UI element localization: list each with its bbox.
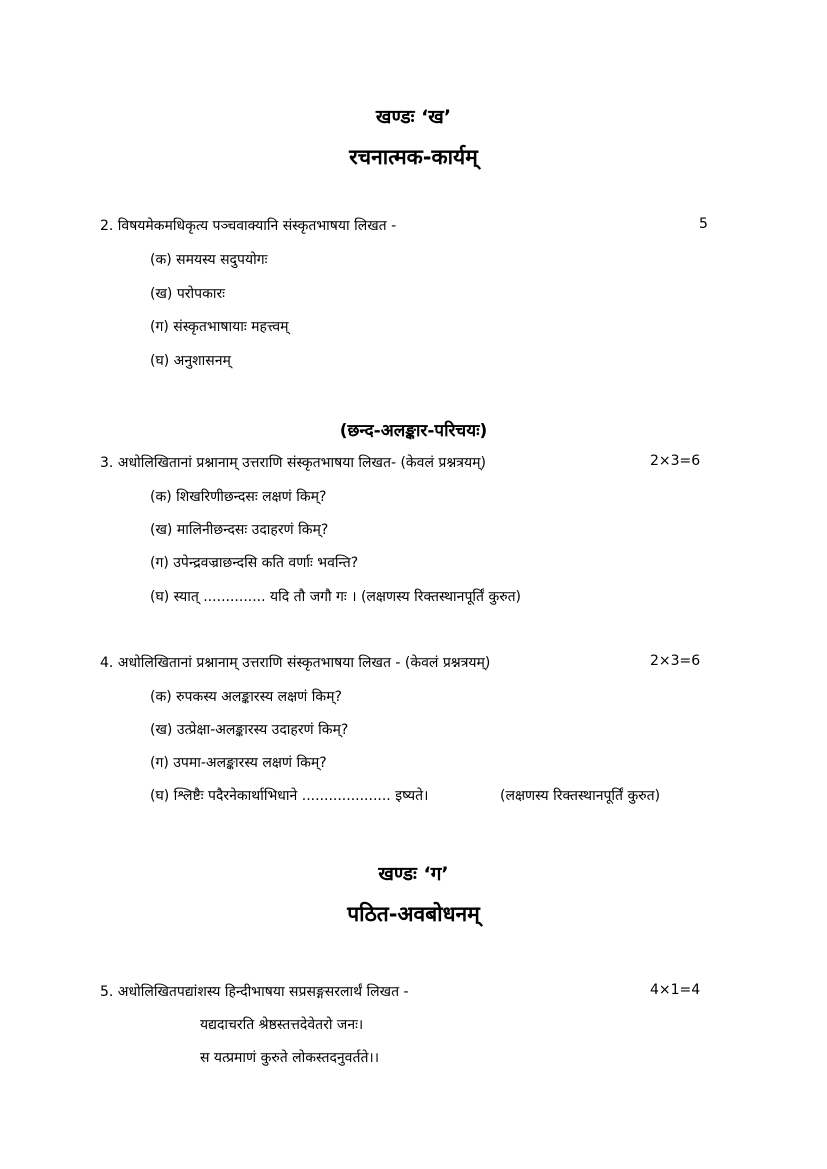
question-4-option-gha-note: (लक्षणस्य रिक्तस्थानपूर्तिं कुरुत) <box>500 788 661 804</box>
question-3-text: 3. अधोलिखितानां प्रश्नानाम् उत्तराणि संस्कृतभाषया लिखत- (केवलं प्रश्नत्रयम्) <box>100 455 486 471</box>
question-3-option-ka: (क) शिखरिणीछन्दसः लक्षणं किम्? <box>150 489 327 505</box>
question-3-option-gha: (घ) स्यात् .............. यदि तौ जगौ गः । (लक्षणस्य रिक्तस्थानपूर्तिं कुरुत) <box>150 589 522 605</box>
question-4-marks: 2×3=6 <box>650 653 701 669</box>
question-2-marks: 5 <box>699 216 708 232</box>
question-2-option-kha: (ख) परोपकारः <box>150 286 226 302</box>
question-5-marks: 4×1=4 <box>650 982 701 998</box>
question-4-option-ga: (ग) उपमा-अलङ्कारस्य लक्षणं किम्? <box>150 755 327 771</box>
question-4-option-ka: (क) रुपकस्य अलङ्कारस्य लक्षणं किम्? <box>150 689 342 705</box>
question-4-text: 4. अधोलिखितानां प्रश्नानाम् उत्तराणि संस्कृतभाषया लिखत - (केवलं प्रश्नत्रयम्) <box>100 655 491 671</box>
question-4-option-kha: (ख) उत्प्रेक्षा-अलङ्कारस्य उदाहरणं किम्? <box>150 722 349 738</box>
question-4-option-gha: (घ) श्लिष्टैः पदैरनेकार्थाभिधाने .................... इष्यते। <box>150 788 429 804</box>
section-b-title: रचनात्मक-कार्यम् <box>349 145 478 169</box>
chhanda-alankara-subheading: (छन्द-अलङ्कार-परिचयः) <box>339 421 488 441</box>
section-c-heading: खण्डः ‘ग’ <box>378 863 449 885</box>
question-3-option-kha: (ख) मालिनीछन्दसः उदाहरणं किम्? <box>150 522 329 538</box>
question-2-text: 2. विषयमेकमधिकृत्य पञ्चवाक्यानि संस्कृतभाषया लिखत - <box>100 218 397 234</box>
verse-line-2: स यत्प्रमाणं कुरुते लोकस्तदनुवर्तते।। <box>200 1050 380 1066</box>
section-c-title: पठित-अवबोधनम् <box>347 902 480 926</box>
question-2-option-ka: (क) समयस्य सदुपयोगः <box>150 252 268 268</box>
question-5-text: 5. अधोलिखितपद्यांशस्य हिन्दीभाषया सप्रसङ्गसरलार्थं लिखत - <box>100 984 409 1000</box>
question-2-option-gha: (घ) अनुशासनम् <box>150 353 231 369</box>
question-2-option-ga: (ग) संस्कृतभाषायाः महत्त्वम् <box>150 319 289 335</box>
verse-line-1: यद्यदाचरति श्रेष्ठस्तत्तदेवेतरो जनः। <box>200 1017 364 1033</box>
section-b-heading: खण्डः ‘ख’ <box>375 106 452 128</box>
question-3-option-ga: (ग) उपेन्द्रवज्राछन्दसि कति वर्णाः भवन्ति? <box>150 555 359 571</box>
question-3-marks: 2×3=6 <box>650 453 701 469</box>
